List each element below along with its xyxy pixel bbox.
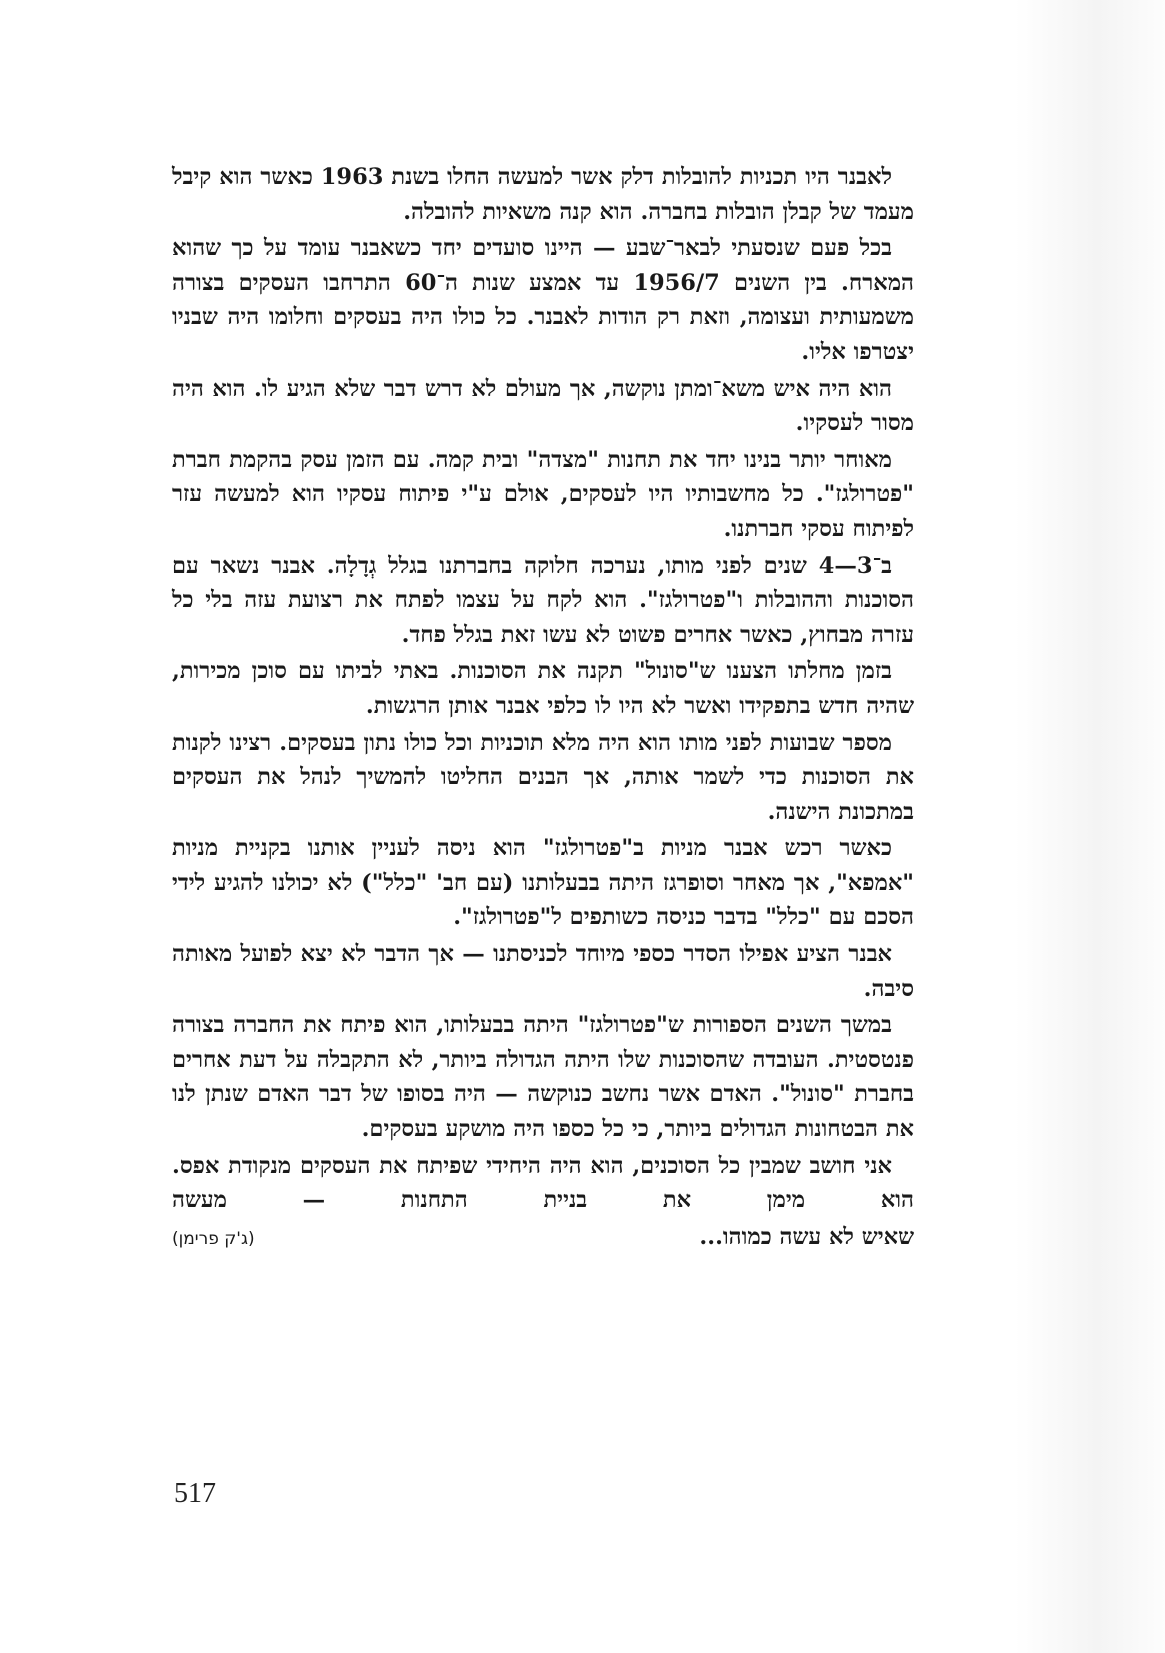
body-text bbox=[172, 160, 914, 1256]
paragraph-1: לאבנר היו תכניות להובלות דלק אשר למעשה החלו בשנת 1963 כאשר הוא קיבל מעמד של קבלן הובלות בחברה. הוא קנה משאיות להובלה. bbox=[172, 164, 914, 225]
paragraph-6: בזמן מחלתו הצענו ש"סונול" תקנה את הסוכנות. באתי לביתו עם סוכן מכירות, שהיה חדש בתפקידו ואשר לא היו לו כלפי אבנר אותן הרגשות. bbox=[172, 658, 914, 719]
paragraph-5: ב־3—4 שנים לפני מותו, נערכה חלוקה בחברתנו בגלל גְדָלָה. אבנר נשאר עם הסוכנות וההובלות ו"פטרולגז". הוא לקח על עצמו לפתח את רצועת עזה בלי כל עזרה מבחוץ, כאשר אחרים פשוט לא עשו זאת בגלל פחד. bbox=[172, 552, 914, 648]
scan-edge-shadow bbox=[1015, 0, 1165, 1653]
paragraph-4: מאוחר יותר בנינו יחד את תחנות "מצדה" ובית קמה. עם הזמן עסק בהקמת חברת "פטרולגז". כל מחשבותיו היו לעסקים, אולם ע"י פיתוח עסקיו הוא למעשה עזר לפיתוח עסקי חברתנו. bbox=[172, 446, 914, 542]
closing-line-row bbox=[172, 1220, 914, 1257]
paragraph-8: כאשר רכש אבנר מניות ב"פטרולגז" הוא ניסה לעניין אותנו בקניית מניות "אמפא", אך מאחר וסופרגז היתה בבעלותנו (עם חב' "כלל") לא יכולנו להגיע לידי הסכם עם "כלל" בדבר כניסה כשותפים ל"פטרולגז". bbox=[172, 835, 914, 931]
paragraph-10: במשך השנים הספורות ש"פטרולגז" היתה בבעלותו, הוא פיתח את החברה בצורה פנטסטית. העובדה שהסוכנות שלו היתה הגדולה ביותר, לא התקבלה על דעת אחרים בחברת "סונול". האדם אשר נחשב כנוקשה — היה בסופו של דבר האדם שנתן לנו את הבטחונות הגדולים ביותר, כי כל כספו היה מושקע בעסקים. bbox=[172, 1012, 914, 1143]
author-signature: (ג'ק פרימן) bbox=[172, 1228, 255, 1249]
paragraph-3: הוא היה איש משא־ומתן נוקשה, אך מעולם לא דרש דבר שלא הגיע לו. הוא היה מסור לעסקיו. bbox=[172, 375, 914, 437]
paragraph-2: בכל פעם שנסעתי לבאר־שבע — היינו סועדים יחד כשאבנר עומד על כך שהוא המארח. בין השנים 1956/7 עד אמצע שנות ה־60 התרחבו העסקים בצורה משמעותית ועצומה, וזאת רק הודות לאבנר. כל כולו היה בעסקים וחלומו היה שבניו יצטרפו אליו. bbox=[172, 235, 914, 365]
page-number: 517 bbox=[174, 1478, 216, 1509]
paragraph-9: אבנר הציע אפילו הסדר כספי מיוחד לכניסתנו — אך הדבר לא יצא לפועל מאותה סיבה. bbox=[172, 941, 914, 1002]
paragraph-7: מספר שבועות לפני מותו הוא היה מלא תוכניות וכל כולו נתון בעסקים. רצינו לקנות את הסוכנות כדי לשמר אותה, אך הבנים החליטו להמשיך לנהל את העסקים במתכונת הישנה. bbox=[172, 729, 914, 825]
paragraph-11: אני חושב שמבין כל הסוכנים, הוא היה היחידי שפיתח את העסקים מנקודת אפס. הוא מימן את בניית התחנות — מעשה bbox=[172, 1152, 914, 1214]
closing-line: שאיש לא עשה כמוהו... bbox=[699, 1223, 914, 1250]
